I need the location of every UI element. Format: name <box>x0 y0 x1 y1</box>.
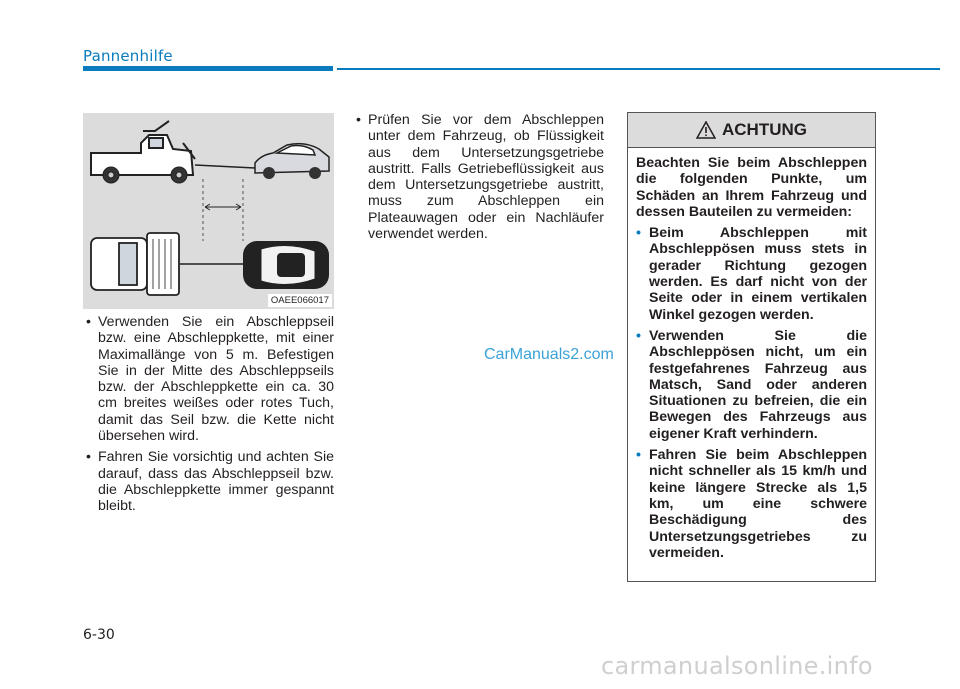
list-item-text: Verwenden Sie ein Abschleppseil bzw. eine Abschleppkette, mit einer Maximallänge von 5 m. Befestigen Sie in der Mitte des Abschleppseils bzw. der Abschleppkette ein ca. 30 cm breites weißes oder rotes Tuch, damit das Seil bzw. die Kette nicht übersehen wird. <box>98 314 334 445</box>
warning-item <box>636 225 867 323</box>
warning-box <box>627 112 876 582</box>
left-column <box>86 314 334 520</box>
header-rule-thick <box>83 66 333 71</box>
bullet-icon: • <box>86 449 91 466</box>
page-number: 6-30 <box>83 627 115 643</box>
tow-truck-top <box>91 233 179 295</box>
warning-item <box>636 328 867 442</box>
warning-triangle-icon <box>696 121 716 139</box>
figure-code: OAEE066017 <box>268 294 332 307</box>
warning-item-text: Verwenden Sie die Abschleppösen nicht, um ein festgefahrenes Fahrzeug aus Matsch, Sand oder anderen Situationen zu befreien, die ein Bewegen des Fahrzeugs aus eigener Kraft verhindern. <box>649 327 867 442</box>
warning-intro: Beachten Sie beim Abschleppen die folgenden Punkte, um Schäden an Ihrem Fahrzeug und dessen Bauteilen zu vermeiden: <box>636 155 867 220</box>
section-title: Pannenhilfe <box>83 47 173 65</box>
bullet-icon: • <box>636 447 641 464</box>
warning-header <box>628 113 875 148</box>
bullet-icon: • <box>86 314 91 330</box>
middle-column <box>356 112 604 247</box>
warning-title: ACHTUNG <box>722 120 807 139</box>
warning-body <box>628 148 875 561</box>
list-item <box>86 314 334 444</box>
list-item <box>86 449 334 514</box>
header-rule-thin <box>337 68 940 70</box>
list-item-text: Fahren Sie vorsichtig und achten Sie darauf, dass das Abschleppseil bzw. die Abschleppkette immer gespannt bleibt. <box>98 449 334 515</box>
towed-car-top <box>243 241 329 289</box>
bullet-icon: • <box>636 225 641 242</box>
warning-item-text: Beim Abschleppen mit Abschleppösen muss stets in gerader Richtung gezogen werden. Es darf nicht von der Seite oder in einem vertikalen Winkel gezogen werden. <box>649 225 867 323</box>
bullet-icon: • <box>636 327 641 344</box>
list-item <box>356 112 604 242</box>
bullet-icon: • <box>356 112 361 128</box>
towing-illustration <box>83 113 334 309</box>
watermark-link[interactable]: CarManuals2.com <box>484 346 614 363</box>
tow-truck-diagram <box>83 113 334 309</box>
list-item-text: Prüfen Sie vor dem Abschleppen unter dem Fahrzeug, ob Flüssigkeit aus dem Untersetzungsgetriebe austritt. Falls Getriebeflüssigkeit aus dem Untersetzungsgetriebe austritt, muss zum Abschleppen ein Plateauwagen oder ein Nachläufer verwendet werden. <box>368 112 604 243</box>
footer-site-link[interactable]: carmanualsonline.info <box>601 652 873 680</box>
warning-item-text: Fahren Sie beim Abschleppen nicht schneller als 15 km/h und keine längere Strecke als 1,5 km, um eine schwere Beschädigung des Untersetzungsgetriebes zu vermeiden. <box>649 447 867 561</box>
warning-item <box>636 447 867 561</box>
